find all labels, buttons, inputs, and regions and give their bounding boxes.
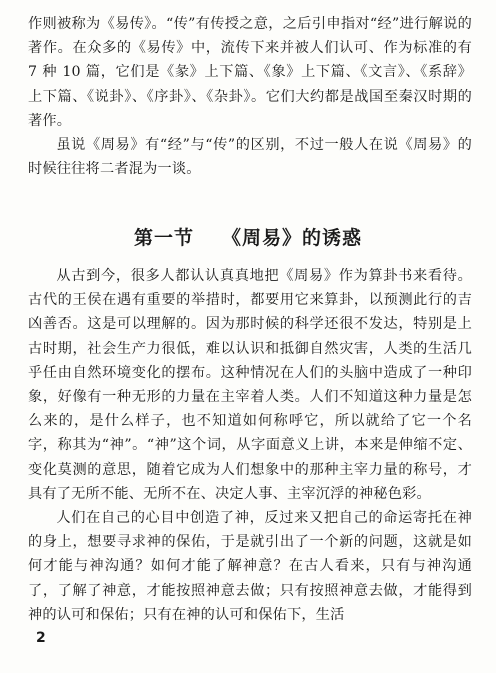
paragraph-communicating-with-gods: 人们在自己的心目中创造了神，反过来又把自己的命运寄托在神的身上，想要寻求神的保佑，于是就引出了一个新的问题，这就是如何才能与神沟通？如何才能了解神意？在古人看来，只有与神沟通了，了解了神意，才能按照神意去做；只有按照神意去做，才能得到神的认可和保佑；只有在神的认可和保佑下，生活	[28, 510, 472, 623]
section-title: 《周易》的诱惑	[222, 227, 363, 249]
section-heading	[0, 223, 496, 250]
paragraph-yizhuan-definition: 作则被称为《易传》。“传”有传授之意，之后引申指对“经”进行解说的著作。在众多的《易传》中，流传下来并被人们认可、作为标准的有 7 种 10 篇，它们是《彖》上下篇、《象》上下篇、《文言》、《系辞》上下篇、《说卦》、《序卦》、《杂卦》。它们大约都是战国至秦汉时期的著作。	[28, 16, 472, 129]
main-text-block	[28, 264, 472, 627]
section-number: 第一节	[133, 227, 194, 249]
top-text-block	[28, 12, 472, 181]
page-number: 2	[36, 630, 46, 646]
paragraph-divination-history: 从古到今，很多人都认认真真地把《周易》作为算卦书来看待。古代的王侯在遇有重要的举措时，都要用它来算卦，以预测此行的吉凶善否。这是可以理解的。因为那时候的科学还很不发达，特别是上古时期，社会生产力很低，难以认识和抵御自然灾害，人类的生活几乎任由自然环境变化的摆布。这种情况在人们的头脑中造成了一种印象，好像有一种无形的力量在主宰着人类。人们不知道这种力量是怎么来的，是什么样子，也不知道如何称呼它，所以就给了它一个名字，称其为“神”。“神”这个词，从字面意义上讲，本来是伸缩不定、变化莫测的意思，随着它成为人们想象中的那种主宰力量的称号，才具有了无所不能、无所不在、决定人事、主宰沉浮的神秘色彩。	[28, 268, 472, 502]
paragraph-jing-zhuan-distinction: 虽说《周易》有“经”与“传”的区别，不过一般人在说《周易》的时候往往将二者混为一谈。	[28, 137, 472, 178]
